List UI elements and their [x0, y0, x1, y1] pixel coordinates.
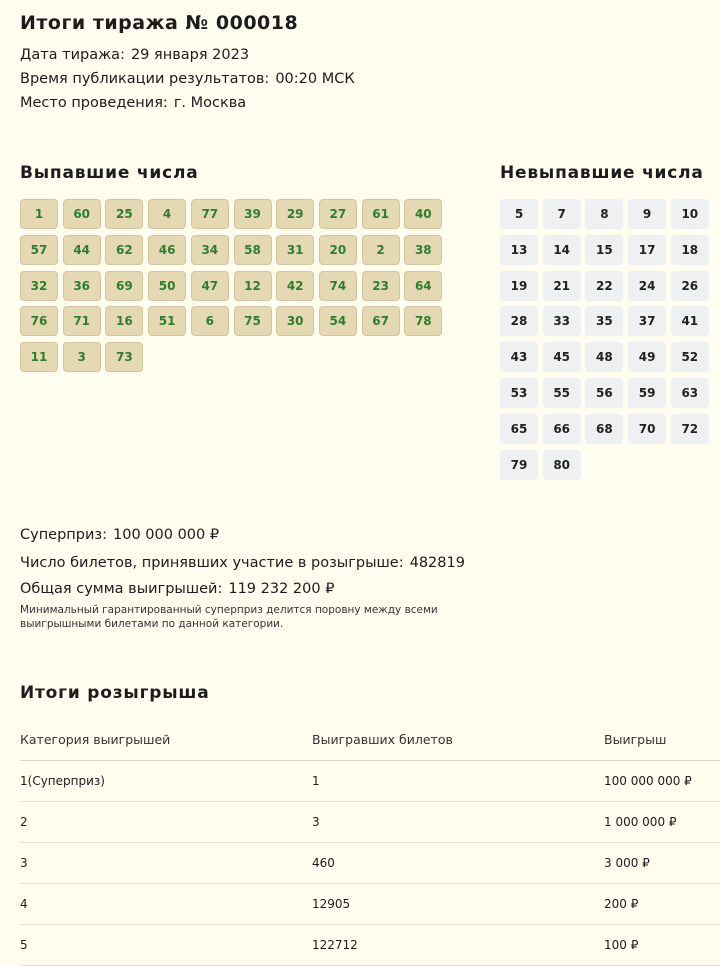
- superprize-value: 100 000 000 ₽: [113, 527, 220, 543]
- draw-date: [20, 47, 249, 63]
- drawn-number: 51: [148, 306, 186, 336]
- drawn-number: 20: [319, 235, 357, 265]
- cell-winners: 12905: [312, 897, 351, 911]
- drawn-number: 67: [362, 306, 400, 336]
- tickets-count: [20, 555, 465, 571]
- cell-category: 1(Суперприз): [20, 774, 105, 788]
- drawn-number: 46: [148, 235, 186, 265]
- drawn-number: 42: [276, 271, 314, 301]
- undrawn-number: 7: [543, 199, 581, 229]
- cell-prize: 200 ₽: [604, 897, 639, 911]
- undrawn-number: 22: [585, 271, 623, 301]
- table-row: [20, 884, 720, 925]
- cell-category: 3: [20, 856, 28, 870]
- undrawn-number: 10: [671, 199, 709, 229]
- draw-place-label: Место проведения:: [20, 95, 168, 111]
- drawn-number: 23: [362, 271, 400, 301]
- drawn-number: 6: [191, 306, 229, 336]
- tickets-count-label: Число билетов, принявших участие в розыгрыше:: [20, 555, 404, 571]
- drawn-numbers-title: Выпавшие числа: [20, 163, 199, 183]
- drawn-number: 11: [20, 342, 58, 372]
- undrawn-number: 63: [671, 378, 709, 408]
- publication-time: [20, 71, 355, 87]
- cell-winners: 122712: [312, 938, 358, 952]
- draw-place-value: г. Москва: [173, 95, 247, 111]
- cell-prize: 1 000 000 ₽: [604, 815, 677, 829]
- drawn-number: 62: [105, 235, 143, 265]
- cell-prize: 3 000 ₽: [604, 856, 650, 870]
- undrawn-number: 68: [585, 414, 623, 444]
- drawn-number: 64: [404, 271, 442, 301]
- draw-place: [20, 95, 246, 111]
- cell-winners: 1: [312, 774, 320, 788]
- drawn-number: 75: [234, 306, 272, 336]
- drawn-number: 40: [404, 199, 442, 229]
- cell-category: 5: [20, 938, 28, 952]
- drawn-number: 31: [276, 235, 314, 265]
- drawn-number: 77: [191, 199, 229, 229]
- undrawn-number: 37: [628, 306, 666, 336]
- undrawn-number: 49: [628, 342, 666, 372]
- undrawn-number: 9: [628, 199, 666, 229]
- undrawn-number: 48: [585, 342, 623, 372]
- undrawn-number: 5: [500, 199, 538, 229]
- undrawn-number: 28: [500, 306, 538, 336]
- drawn-number: 1: [20, 199, 58, 229]
- drawn-number: 12: [234, 271, 272, 301]
- results-table: [20, 720, 720, 966]
- superprize-note: Минимальный гарантированный суперприз делится поровну между всеми выигрышными билетами по данной категории.: [20, 604, 438, 630]
- undrawn-number: 55: [543, 378, 581, 408]
- undrawn-number: 52: [671, 342, 709, 372]
- publication-time-label: Время публикации результатов:: [20, 71, 270, 87]
- undrawn-number: 26: [671, 271, 709, 301]
- drawn-number: 74: [319, 271, 357, 301]
- drawn-number: 27: [319, 199, 357, 229]
- results-title: Итоги розыгрыша: [20, 683, 210, 703]
- undrawn-number: 8: [585, 199, 623, 229]
- undrawn-number: 21: [543, 271, 581, 301]
- undrawn-number: 33: [543, 306, 581, 336]
- undrawn-number: 79: [500, 450, 538, 480]
- undrawn-number: 19: [500, 271, 538, 301]
- drawn-number: 2: [362, 235, 400, 265]
- header-category: Категория выигрышей: [20, 732, 171, 747]
- undrawn-number: 43: [500, 342, 538, 372]
- tickets-count-value: 482819: [409, 555, 465, 571]
- undrawn-number: 65: [500, 414, 538, 444]
- superprize-label: Суперприз:: [20, 527, 108, 543]
- drawn-number: 61: [362, 199, 400, 229]
- header-winners: Выигравших билетов: [312, 732, 453, 747]
- drawn-number: 57: [20, 235, 58, 265]
- table-row: [20, 802, 720, 843]
- page-title: Итоги тиража № 000018: [20, 12, 299, 34]
- cell-winners: 3: [312, 815, 320, 829]
- undrawn-number: 13: [500, 235, 538, 265]
- undrawn-number: 35: [585, 306, 623, 336]
- total-winnings-value: 119 232 200 ₽: [228, 581, 335, 597]
- superprize: [20, 527, 219, 543]
- drawn-number: 34: [191, 235, 229, 265]
- drawn-number: 47: [191, 271, 229, 301]
- cell-category: 2: [20, 815, 28, 829]
- total-winnings-label: Общая сумма выигрышей:: [20, 581, 223, 597]
- drawn-number: 36: [63, 271, 101, 301]
- drawn-number: 58: [234, 235, 272, 265]
- undrawn-number: 17: [628, 235, 666, 265]
- drawn-number: 38: [404, 235, 442, 265]
- undrawn-number: 70: [628, 414, 666, 444]
- drawn-number: 50: [148, 271, 186, 301]
- drawn-number: 60: [63, 199, 101, 229]
- drawn-number: 29: [276, 199, 314, 229]
- undrawn-number: 15: [585, 235, 623, 265]
- cell-prize: 100 000 000 ₽: [604, 774, 692, 788]
- drawn-number: 73: [105, 342, 143, 372]
- drawn-number: 39: [234, 199, 272, 229]
- undrawn-number: 14: [543, 235, 581, 265]
- undrawn-number: 41: [671, 306, 709, 336]
- undrawn-number: 56: [585, 378, 623, 408]
- drawn-number: 4: [148, 199, 186, 229]
- drawn-number: 54: [319, 306, 357, 336]
- cell-prize: 100 ₽: [604, 938, 639, 952]
- undrawn-number: 80: [543, 450, 581, 480]
- drawn-number: 30: [276, 306, 314, 336]
- draw-date-label: Дата тиража:: [20, 47, 125, 63]
- table-header: [20, 720, 720, 761]
- undrawn-number: 45: [543, 342, 581, 372]
- drawn-number: 25: [105, 199, 143, 229]
- drawn-number: 69: [105, 271, 143, 301]
- drawn-number: 3: [63, 342, 101, 372]
- table-row: [20, 843, 720, 884]
- total-winnings: [20, 581, 334, 597]
- drawn-number: 16: [105, 306, 143, 336]
- drawn-number: 44: [63, 235, 101, 265]
- undrawn-number: 53: [500, 378, 538, 408]
- table-row: [20, 761, 720, 802]
- publication-time-value: 00:20 МСК: [275, 71, 355, 87]
- drawn-number: 71: [63, 306, 101, 336]
- cell-category: 4: [20, 897, 28, 911]
- drawn-number: 76: [20, 306, 58, 336]
- draw-date-value: 29 января 2023: [130, 47, 250, 63]
- drawn-number: 32: [20, 271, 58, 301]
- drawn-number: 78: [404, 306, 442, 336]
- undrawn-number: 24: [628, 271, 666, 301]
- cell-winners: 460: [312, 856, 335, 870]
- undrawn-number: 59: [628, 378, 666, 408]
- undrawn-number: 66: [543, 414, 581, 444]
- header-prize: Выигрыш: [604, 732, 667, 747]
- undrawn-numbers-title: Невыпавшие числа: [500, 163, 704, 183]
- undrawn-number: 18: [671, 235, 709, 265]
- undrawn-number: 72: [671, 414, 709, 444]
